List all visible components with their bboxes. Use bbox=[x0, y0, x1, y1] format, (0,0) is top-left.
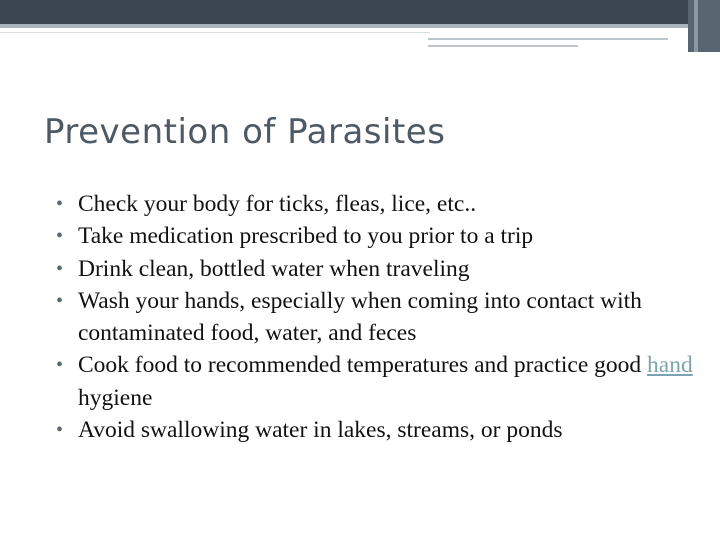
accent-line bbox=[428, 38, 668, 40]
header-band bbox=[0, 0, 720, 24]
list-item bbox=[56, 188, 706, 220]
corner-decoration bbox=[688, 0, 720, 52]
list-item bbox=[56, 414, 706, 446]
slide-title: Prevention of Parasites bbox=[44, 112, 446, 152]
bullet-text-before: Cook food to recommended temperatures and practice good bbox=[78, 352, 648, 379]
header-band-accent bbox=[0, 24, 720, 28]
list-item bbox=[56, 220, 706, 252]
bullet-icon: • bbox=[56, 289, 64, 312]
bullet-list bbox=[56, 188, 706, 446]
divider-line bbox=[0, 32, 430, 33]
hand-hygiene-link[interactable]: hand bbox=[647, 352, 693, 379]
list-item bbox=[56, 349, 706, 414]
bullet-text: Wash your hands, especially when coming into contact with contaminated food, water, and feces bbox=[78, 287, 642, 347]
bullet-text: Drink clean, bottled water when traveling bbox=[78, 255, 470, 282]
bullet-icon: • bbox=[56, 225, 64, 248]
bullet-icon: • bbox=[56, 193, 64, 215]
bullet-text: Take medication prescribed to you prior to a trip bbox=[78, 223, 534, 250]
list-item bbox=[56, 253, 706, 285]
bullet-text: Check your body for ticks, fleas, lice, etc.. bbox=[78, 191, 477, 217]
bullet-icon: • bbox=[56, 257, 64, 280]
bullet-text-after: hygiene bbox=[78, 384, 153, 411]
bullet-icon: • bbox=[56, 354, 64, 377]
accent-line bbox=[428, 45, 578, 47]
bullet-text: Avoid swallowing water in lakes, streams, or ponds bbox=[78, 417, 563, 444]
list-item bbox=[56, 285, 706, 350]
bullet-icon: • bbox=[56, 419, 64, 442]
